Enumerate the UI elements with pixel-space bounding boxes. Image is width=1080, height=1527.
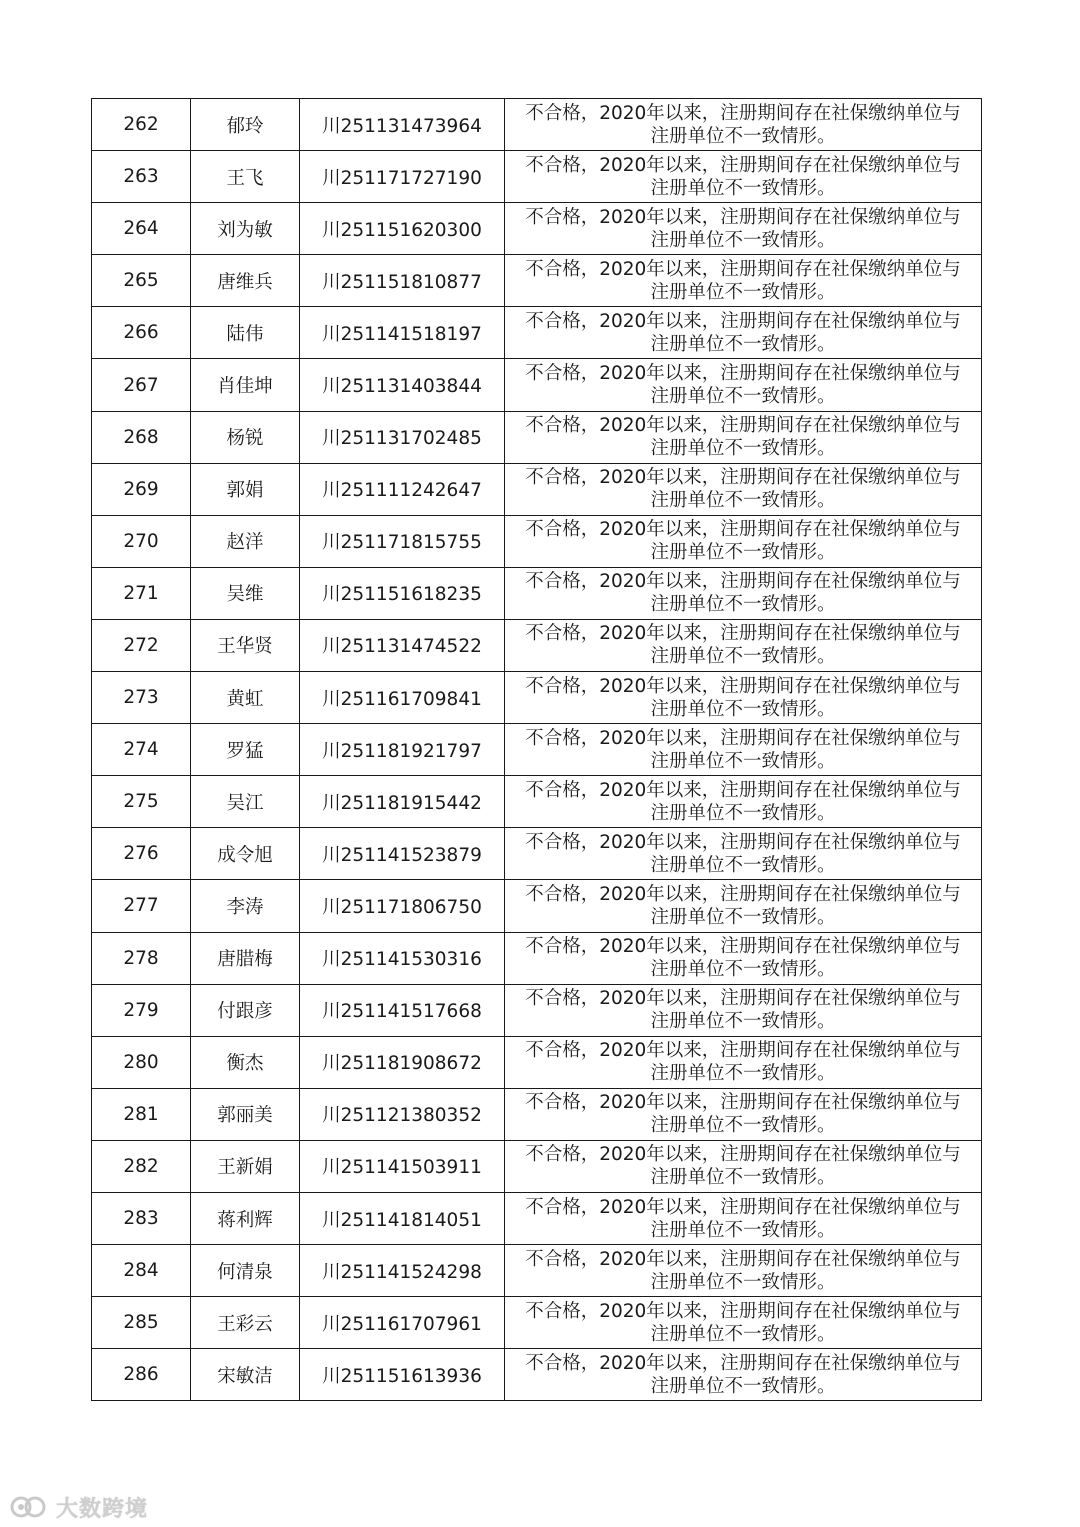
result-line-1: 不合格，2020年以来，注册期间存在社保缴纳单位与 bbox=[525, 467, 961, 489]
row-number-cell: 262 bbox=[92, 99, 191, 151]
result-line-2: 注册单位不一致情形。 bbox=[650, 1271, 836, 1293]
result-cell bbox=[505, 1192, 982, 1244]
result-line-2: 注册单位不一致情形。 bbox=[650, 750, 836, 772]
result-line-1: 不合格，2020年以来，注册期间存在社保缴纳单位与 bbox=[525, 988, 961, 1010]
brand-logo-icon bbox=[8, 1493, 50, 1521]
certificate-number-cell: 川251141503911 bbox=[300, 1140, 505, 1192]
table-row bbox=[92, 1088, 982, 1140]
inspection-results-table bbox=[91, 98, 982, 1401]
result-cell bbox=[505, 932, 982, 984]
row-number-cell: 264 bbox=[92, 203, 191, 255]
certificate-number-cell: 川251131403844 bbox=[300, 359, 505, 411]
table-row bbox=[92, 307, 982, 359]
result-line-2: 注册单位不一致情形。 bbox=[650, 646, 836, 668]
result-cell bbox=[505, 672, 982, 724]
table-row bbox=[92, 515, 982, 567]
certificate-number-cell: 川251141518197 bbox=[300, 307, 505, 359]
row-number-cell: 276 bbox=[92, 828, 191, 880]
row-number-cell: 280 bbox=[92, 1036, 191, 1088]
row-number-cell: 285 bbox=[92, 1297, 191, 1349]
table-row bbox=[92, 255, 982, 307]
result-text bbox=[525, 466, 961, 512]
certificate-number-cell: 川251181921797 bbox=[300, 724, 505, 776]
result-cell bbox=[505, 359, 982, 411]
watermark-text: 大数跨境 bbox=[56, 1496, 149, 1522]
result-line-1: 不合格，2020年以来，注册期间存在社保缴纳单位与 bbox=[525, 779, 961, 801]
table-row bbox=[92, 1297, 982, 1349]
result-line-2: 注册单位不一致情形。 bbox=[650, 1375, 836, 1397]
row-number-cell: 284 bbox=[92, 1245, 191, 1297]
result-cell bbox=[505, 515, 982, 567]
result-line-1: 不合格，2020年以来，注册期间存在社保缴纳单位与 bbox=[525, 519, 961, 541]
name-cell: 成令旭 bbox=[191, 828, 300, 880]
certificate-number-cell: 川251171806750 bbox=[300, 880, 505, 932]
name-cell: 黄虹 bbox=[191, 672, 300, 724]
result-cell bbox=[505, 307, 982, 359]
result-line-2: 注册单位不一致情形。 bbox=[650, 698, 836, 720]
result-line-1: 不合格，2020年以来，注册期间存在社保缴纳单位与 bbox=[525, 363, 961, 385]
table-row bbox=[92, 776, 982, 828]
result-cell bbox=[505, 1140, 982, 1192]
result-line-1: 不合格，2020年以来，注册期间存在社保缴纳单位与 bbox=[525, 310, 961, 332]
row-number-cell: 275 bbox=[92, 776, 191, 828]
row-number-cell: 279 bbox=[92, 984, 191, 1036]
name-cell: 王新娟 bbox=[191, 1140, 300, 1192]
result-text bbox=[525, 883, 961, 929]
result-line-1: 不合格，2020年以来，注册期间存在社保缴纳单位与 bbox=[525, 258, 961, 280]
result-line-2: 注册单位不一致情形。 bbox=[650, 906, 836, 928]
result-cell bbox=[505, 984, 982, 1036]
result-line-1: 不合格，2020年以来，注册期间存在社保缴纳单位与 bbox=[525, 1352, 961, 1374]
certificate-number-cell: 川251111242647 bbox=[300, 463, 505, 515]
result-text bbox=[525, 414, 961, 460]
result-cell bbox=[505, 776, 982, 828]
result-line-2: 注册单位不一致情形。 bbox=[650, 542, 836, 564]
result-cell bbox=[505, 724, 982, 776]
row-number-cell: 286 bbox=[92, 1349, 191, 1401]
table-row bbox=[92, 932, 982, 984]
name-cell: 宋敏洁 bbox=[191, 1349, 300, 1401]
result-line-1: 不合格，2020年以来，注册期间存在社保缴纳单位与 bbox=[525, 1144, 961, 1166]
name-cell: 赵洋 bbox=[191, 515, 300, 567]
result-line-2: 注册单位不一致情形。 bbox=[650, 1323, 836, 1345]
table-row bbox=[92, 880, 982, 932]
name-cell: 蒋利辉 bbox=[191, 1192, 300, 1244]
row-number-cell: 283 bbox=[92, 1192, 191, 1244]
table-row bbox=[92, 724, 982, 776]
result-line-2: 注册单位不一致情形。 bbox=[650, 1115, 836, 1137]
name-cell: 付跟彦 bbox=[191, 984, 300, 1036]
result-text bbox=[525, 258, 961, 304]
certificate-number-cell: 川251121380352 bbox=[300, 1088, 505, 1140]
result-line-2: 注册单位不一致情形。 bbox=[650, 802, 836, 824]
result-line-1: 不合格，2020年以来，注册期间存在社保缴纳单位与 bbox=[525, 206, 961, 228]
result-cell bbox=[505, 1036, 982, 1088]
table-row bbox=[92, 672, 982, 724]
result-text bbox=[525, 1143, 961, 1189]
table-row bbox=[92, 463, 982, 515]
result-line-1: 不合格，2020年以来，注册期间存在社保缴纳单位与 bbox=[525, 831, 961, 853]
result-line-2: 注册单位不一致情形。 bbox=[650, 438, 836, 460]
result-line-1: 不合格，2020年以来，注册期间存在社保缴纳单位与 bbox=[525, 1092, 961, 1114]
result-line-2: 注册单位不一致情形。 bbox=[650, 125, 836, 147]
result-cell bbox=[505, 1349, 982, 1401]
certificate-number-cell: 川251131473964 bbox=[300, 99, 505, 151]
row-number-cell: 267 bbox=[92, 359, 191, 411]
result-line-1: 不合格，2020年以来，注册期间存在社保缴纳单位与 bbox=[525, 1300, 961, 1322]
name-cell: 郭娟 bbox=[191, 463, 300, 515]
table-row bbox=[92, 151, 982, 203]
table-row bbox=[92, 1192, 982, 1244]
result-text bbox=[525, 779, 961, 825]
result-cell bbox=[505, 1245, 982, 1297]
certificate-number-cell: 川251161709841 bbox=[300, 672, 505, 724]
name-cell: 吴维 bbox=[191, 567, 300, 619]
result-text bbox=[525, 362, 961, 408]
table-row bbox=[92, 359, 982, 411]
result-text bbox=[525, 935, 961, 981]
certificate-number-cell: 川251151613936 bbox=[300, 1349, 505, 1401]
row-number-cell: 272 bbox=[92, 619, 191, 671]
result-cell bbox=[505, 463, 982, 515]
result-line-2: 注册单位不一致情形。 bbox=[650, 281, 836, 303]
row-number-cell: 270 bbox=[92, 515, 191, 567]
result-line-2: 注册单位不一致情形。 bbox=[650, 1011, 836, 1033]
row-number-cell: 278 bbox=[92, 932, 191, 984]
row-number-cell: 271 bbox=[92, 567, 191, 619]
result-text bbox=[525, 1352, 961, 1398]
result-text bbox=[525, 1248, 961, 1294]
result-text bbox=[525, 622, 961, 668]
certificate-number-cell: 川251131702485 bbox=[300, 411, 505, 463]
row-number-cell: 274 bbox=[92, 724, 191, 776]
result-cell bbox=[505, 1088, 982, 1140]
result-line-2: 注册单位不一致情形。 bbox=[650, 959, 836, 981]
name-cell: 何清泉 bbox=[191, 1245, 300, 1297]
name-cell: 肖佳坤 bbox=[191, 359, 300, 411]
result-text bbox=[525, 206, 961, 252]
table-row bbox=[92, 984, 982, 1036]
result-text bbox=[525, 987, 961, 1033]
row-number-cell: 269 bbox=[92, 463, 191, 515]
result-line-2: 注册单位不一致情形。 bbox=[650, 1063, 836, 1085]
result-cell bbox=[505, 1297, 982, 1349]
result-text bbox=[525, 102, 961, 148]
result-text bbox=[525, 831, 961, 877]
result-cell bbox=[505, 99, 982, 151]
result-line-2: 注册单位不一致情形。 bbox=[650, 1167, 836, 1189]
table-row bbox=[92, 1036, 982, 1088]
certificate-number-cell: 川251171815755 bbox=[300, 515, 505, 567]
watermark bbox=[8, 1490, 148, 1524]
certificate-number-cell: 川251141814051 bbox=[300, 1192, 505, 1244]
result-line-1: 不合格，2020年以来，注册期间存在社保缴纳单位与 bbox=[525, 883, 961, 905]
result-line-2: 注册单位不一致情形。 bbox=[650, 386, 836, 408]
result-text bbox=[525, 1091, 961, 1137]
result-line-2: 注册单位不一致情形。 bbox=[650, 229, 836, 251]
result-text bbox=[525, 1300, 961, 1346]
name-cell: 刘为敏 bbox=[191, 203, 300, 255]
result-text bbox=[525, 518, 961, 564]
result-line-1: 不合格，2020年以来，注册期间存在社保缴纳单位与 bbox=[525, 415, 961, 437]
name-cell: 王飞 bbox=[191, 151, 300, 203]
result-line-2: 注册单位不一致情形。 bbox=[650, 854, 836, 876]
result-line-1: 不合格，2020年以来，注册期间存在社保缴纳单位与 bbox=[525, 1248, 961, 1270]
result-text bbox=[525, 570, 961, 616]
result-cell bbox=[505, 203, 982, 255]
result-text bbox=[525, 675, 961, 721]
name-cell: 唐腊梅 bbox=[191, 932, 300, 984]
result-line-1: 不合格，2020年以来，注册期间存在社保缴纳单位与 bbox=[525, 1040, 961, 1062]
result-cell bbox=[505, 255, 982, 307]
result-line-1: 不合格，2020年以来，注册期间存在社保缴纳单位与 bbox=[525, 1196, 961, 1218]
row-number-cell: 277 bbox=[92, 880, 191, 932]
result-cell bbox=[505, 567, 982, 619]
result-line-1: 不合格，2020年以来，注册期间存在社保缴纳单位与 bbox=[525, 571, 961, 593]
name-cell: 王华贤 bbox=[191, 619, 300, 671]
row-number-cell: 265 bbox=[92, 255, 191, 307]
table-row bbox=[92, 411, 982, 463]
certificate-number-cell: 川251141523879 bbox=[300, 828, 505, 880]
result-line-1: 不合格，2020年以来，注册期间存在社保缴纳单位与 bbox=[525, 936, 961, 958]
table-row bbox=[92, 1245, 982, 1297]
name-cell: 罗猛 bbox=[191, 724, 300, 776]
row-number-cell: 266 bbox=[92, 307, 191, 359]
name-cell: 吴江 bbox=[191, 776, 300, 828]
table-row bbox=[92, 203, 982, 255]
certificate-number-cell: 川251181915442 bbox=[300, 776, 505, 828]
table-row bbox=[92, 619, 982, 671]
certificate-number-cell: 川251141517668 bbox=[300, 984, 505, 1036]
name-cell: 郭丽美 bbox=[191, 1088, 300, 1140]
result-cell bbox=[505, 151, 982, 203]
name-cell: 李涛 bbox=[191, 880, 300, 932]
row-number-cell: 282 bbox=[92, 1140, 191, 1192]
result-line-1: 不合格，2020年以来，注册期间存在社保缴纳单位与 bbox=[525, 154, 961, 176]
result-line-1: 不合格，2020年以来，注册期间存在社保缴纳单位与 bbox=[525, 102, 961, 124]
name-cell: 郁玲 bbox=[191, 99, 300, 151]
table-row bbox=[92, 1140, 982, 1192]
result-line-1: 不合格，2020年以来，注册期间存在社保缴纳单位与 bbox=[525, 675, 961, 697]
result-cell bbox=[505, 619, 982, 671]
table-body bbox=[92, 99, 982, 1401]
result-line-2: 注册单位不一致情形。 bbox=[650, 594, 836, 616]
certificate-number-cell: 川251141530316 bbox=[300, 932, 505, 984]
name-cell: 杨锐 bbox=[191, 411, 300, 463]
name-cell: 陆伟 bbox=[191, 307, 300, 359]
certificate-number-cell: 川251181908672 bbox=[300, 1036, 505, 1088]
result-line-1: 不合格，2020年以来，注册期间存在社保缴纳单位与 bbox=[525, 727, 961, 749]
certificate-number-cell: 川251161707961 bbox=[300, 1297, 505, 1349]
result-cell bbox=[505, 880, 982, 932]
row-number-cell: 263 bbox=[92, 151, 191, 203]
result-line-2: 注册单位不一致情形。 bbox=[650, 490, 836, 512]
row-number-cell: 281 bbox=[92, 1088, 191, 1140]
certificate-number-cell: 川251131474522 bbox=[300, 619, 505, 671]
result-text bbox=[525, 1039, 961, 1085]
row-number-cell: 273 bbox=[92, 672, 191, 724]
name-cell: 王彩云 bbox=[191, 1297, 300, 1349]
result-cell bbox=[505, 411, 982, 463]
result-line-2: 注册单位不一致情形。 bbox=[650, 333, 836, 355]
result-text bbox=[525, 310, 961, 356]
certificate-number-cell: 川251141524298 bbox=[300, 1245, 505, 1297]
table-row bbox=[92, 567, 982, 619]
certificate-number-cell: 川251171727190 bbox=[300, 151, 505, 203]
name-cell: 唐维兵 bbox=[191, 255, 300, 307]
result-text bbox=[525, 727, 961, 773]
certificate-number-cell: 川251151620300 bbox=[300, 203, 505, 255]
result-line-2: 注册单位不一致情形。 bbox=[650, 1219, 836, 1241]
certificate-number-cell: 川251151618235 bbox=[300, 567, 505, 619]
result-cell bbox=[505, 828, 982, 880]
row-number-cell: 268 bbox=[92, 411, 191, 463]
table-row bbox=[92, 828, 982, 880]
result-text bbox=[525, 1196, 961, 1242]
table-row bbox=[92, 1349, 982, 1401]
table-row bbox=[92, 99, 982, 151]
result-line-1: 不合格，2020年以来，注册期间存在社保缴纳单位与 bbox=[525, 623, 961, 645]
certificate-number-cell: 川251151810877 bbox=[300, 255, 505, 307]
result-text bbox=[525, 154, 961, 200]
name-cell: 衡杰 bbox=[191, 1036, 300, 1088]
result-line-2: 注册单位不一致情形。 bbox=[650, 177, 836, 199]
